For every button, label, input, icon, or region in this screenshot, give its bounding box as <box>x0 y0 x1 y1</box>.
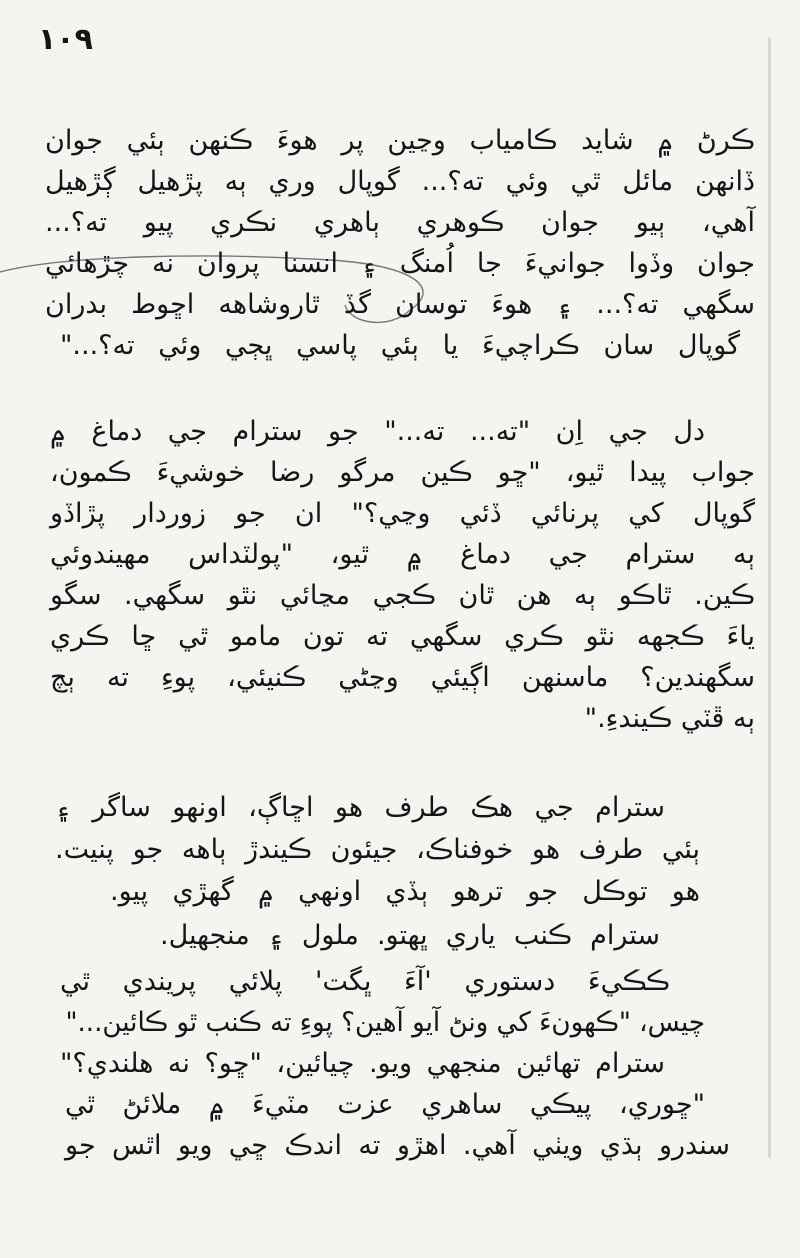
text-line: ڪين. ٿاڪو ٻه ھن ٿان ڪجي مڃائي نٿو سگھي. سگو <box>50 580 755 611</box>
text-line: ياءَ ڪجھه نٿو ڪري سگھي ته تون مامو ٿي ڇا ڪري <box>50 621 755 652</box>
text-line: جوان وڏوا جوانيءَ جا اُمنگ ۽ انسنا پروان نه چڙھائي <box>45 248 755 279</box>
text-line: ھو توڪل جو ترھو ٻڏي اونھي ۾ گھڙي پيو. <box>110 876 700 907</box>
text-line: سترام جي ھڪ طرف ھو اڇاڳ، اونھو ساگر ۽ <box>55 792 665 823</box>
text-line: گوپال سان ڪراچيءَ يا ٻئي پاسي ڀڄي وئي ته؟..." <box>60 330 740 361</box>
text-line: سگھي ته؟... ۽ ھوءَ توسان گڏ ٿاروشاھه اڇوط بدران <box>45 289 755 320</box>
text-line: گوپال کي پرنائي ڏئي وڃي؟" ان جو زوردار پڙاڏو <box>50 498 755 529</box>
text-line: چيس، "ڪھونءَ کي ونڻ آيو آھين؟ پوءِ ته ڪنب ٿو ڪائين..." <box>65 1007 705 1038</box>
text-line: سترام تھائين منجھي ويو. چيائين، "ڇو؟ نه ھلندي؟" <box>60 1048 665 1079</box>
text-line: سگھندين؟ ماسنھن اڳيئي وڃڻي ڪنيئي، پوءِ ته ٻچ <box>50 662 755 693</box>
text-line: "ڇوري، پيڪي ساھري عزت مٽيءَ ۾ ملائڻ ٿي <box>65 1089 705 1120</box>
text-line: ٻئي طرف ھو خوفناڪ، جيئون ڪيندڙ ٻاھه جو پنيت. <box>55 834 700 865</box>
text-line: ٻه سترام جي دماغ ۾ ٿيو، "پولٽداس مھيندوئي <box>50 539 755 570</box>
text-line: ڏانھن مائل ٿي وئي ته؟... گوپال وري ٻه پڙھيل ڳڙھيل <box>45 166 755 197</box>
text-line: دل جي اِن "ته... ته..." جو سترام جي دماغ ۾ <box>50 416 705 447</box>
text-line: ڪرڻ ۾ شايد ڪامياب وڃين پر ھوءَ ڪنھن ٻئي جوان <box>45 125 755 156</box>
text-line: سترام ڪنب ياري ڀھتو. ملول ۽ منجھيل. <box>160 920 660 951</box>
page-edge <box>768 38 771 1158</box>
text-line: سندرو ٻڌي ويٺي آھي. اھڙو ته اندڪ ڇي ويو اٿس جو <box>65 1130 730 1161</box>
text-line: جواب پيدا ٿيو، "ڇو ڪين مرگو رضا خوشيءَ ڪمون، <box>50 457 755 488</box>
text-line: ٻه ڦٽي ڪيندءِ." <box>584 703 755 734</box>
text-line: ڪڪيءَ دستوري 'آءَ ڀگت' پلائي پريندي ٿي <box>60 966 670 997</box>
page-number: ١٠٩ <box>38 22 93 57</box>
text-line: آھي، ٻيو جوان ڪوھري ٻاھري نڪري پيو ته؟... <box>45 207 755 238</box>
